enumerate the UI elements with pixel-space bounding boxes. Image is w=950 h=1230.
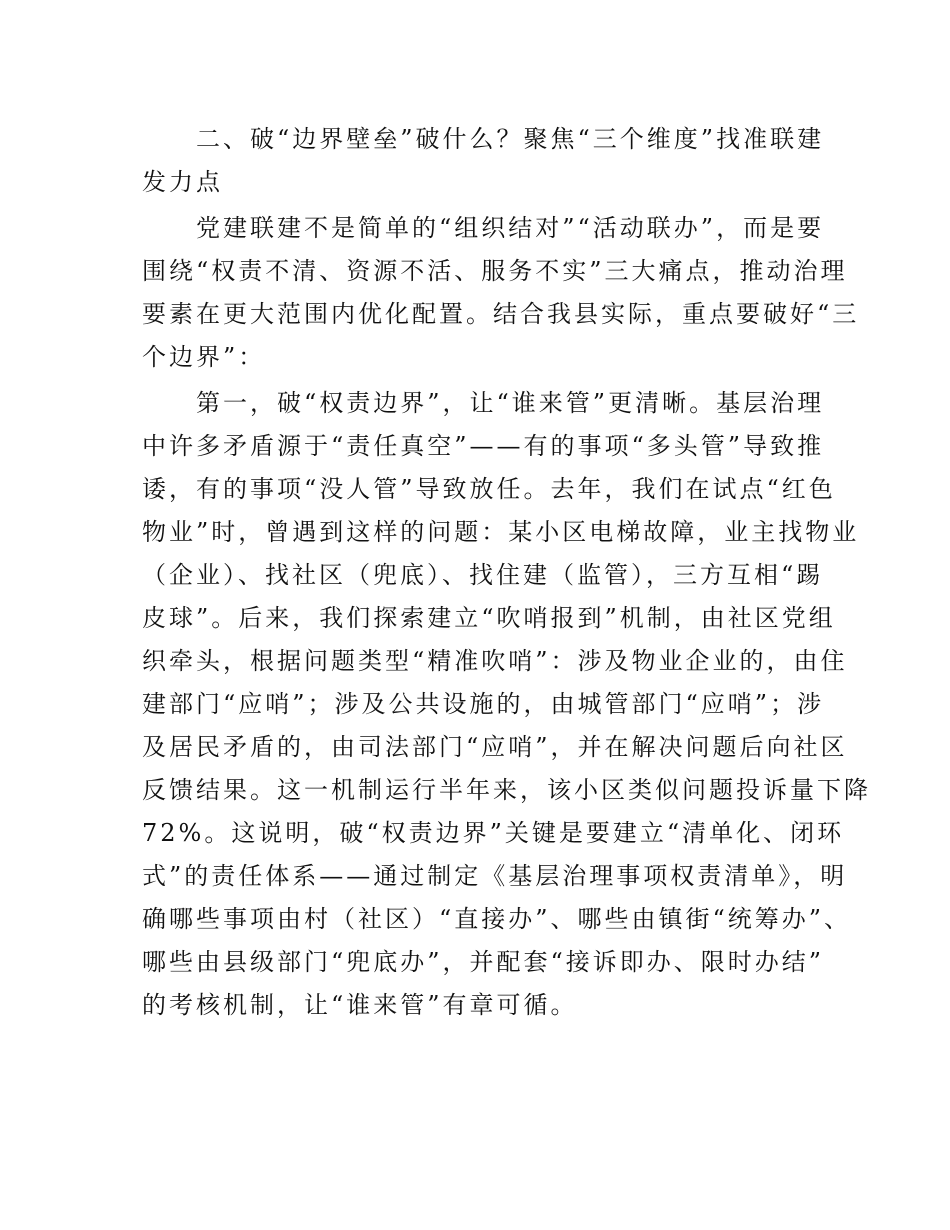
paragraph-line: （企业）、找社区（兜底）、找住建（监管），三方互相“踢 xyxy=(142,561,824,589)
paragraph-line: 诿，有的事项“没人管”导致放任。去年，我们在试点“红色 xyxy=(142,475,836,503)
paragraph-line: 要素在更大范围内优化配置。结合我县实际，重点要破好“三 xyxy=(142,300,860,328)
section-heading xyxy=(142,118,825,204)
paragraph-line: 反馈结果。这一机制运行半年来，该小区类似问题投诉量下降 xyxy=(142,776,871,804)
paragraph-line: 确哪些事项由村（社区）“直接办”、哪些由镇街“统筹办”、 xyxy=(142,905,852,933)
paragraph-line: 个边界”： xyxy=(142,343,266,371)
intro-paragraph xyxy=(142,207,860,379)
heading-line: 发力点 xyxy=(142,168,223,196)
paragraph-line: 皮球”。后来，我们探索建立“吹哨报到”机制，由社区党组 xyxy=(142,604,836,632)
paragraph-line: 及居民矛盾的，由司法部门“应哨”，并在解决问题后向社区 xyxy=(142,733,848,761)
paragraph-line: 72%。这说明，破“权责边界”关键是要建立“清单化、闭环 xyxy=(142,819,845,847)
document-body xyxy=(142,118,871,1027)
heading-line: 二、破“边界壁垒”破什么？聚焦“三个维度”找准联建 xyxy=(142,125,825,153)
paragraph-line: 中许多矛盾源于“责任真空”——有的事项“多头管”导致推 xyxy=(142,432,825,460)
paragraph-line: 第一，破“权责边界”，让“谁来管”更清晰。基层治理 xyxy=(142,389,825,417)
paragraph-line: 党建联建不是简单的“组织结对”“活动联办”，而是要 xyxy=(142,214,825,242)
paragraph-line: 的考核机制，让“谁来管”有章可循。 xyxy=(142,991,578,1019)
paragraph-line: 建部门“应哨”；涉及公共设施的，由城管部门“应哨”；涉 xyxy=(142,690,825,718)
paragraph-line: 式”的责任体系——通过制定《基层治理事项权责清单》，明 xyxy=(142,862,848,890)
paragraph-line: 围绕“权责不清、资源不活、服务不实”三大痛点，推动治理 xyxy=(142,257,848,285)
paragraph-line: 哪些由县级部门“兜底办”，并配套“接诉即办、限时办结” xyxy=(142,948,825,976)
paragraph-line: 物业”时，曾遇到这样的问题：某小区电梯故障，业主找物业 xyxy=(142,518,860,546)
first-point-paragraph xyxy=(142,382,871,1027)
paragraph-line: 织牵头，根据问题类型“精准吹哨”：涉及物业企业的，由住 xyxy=(142,647,848,675)
